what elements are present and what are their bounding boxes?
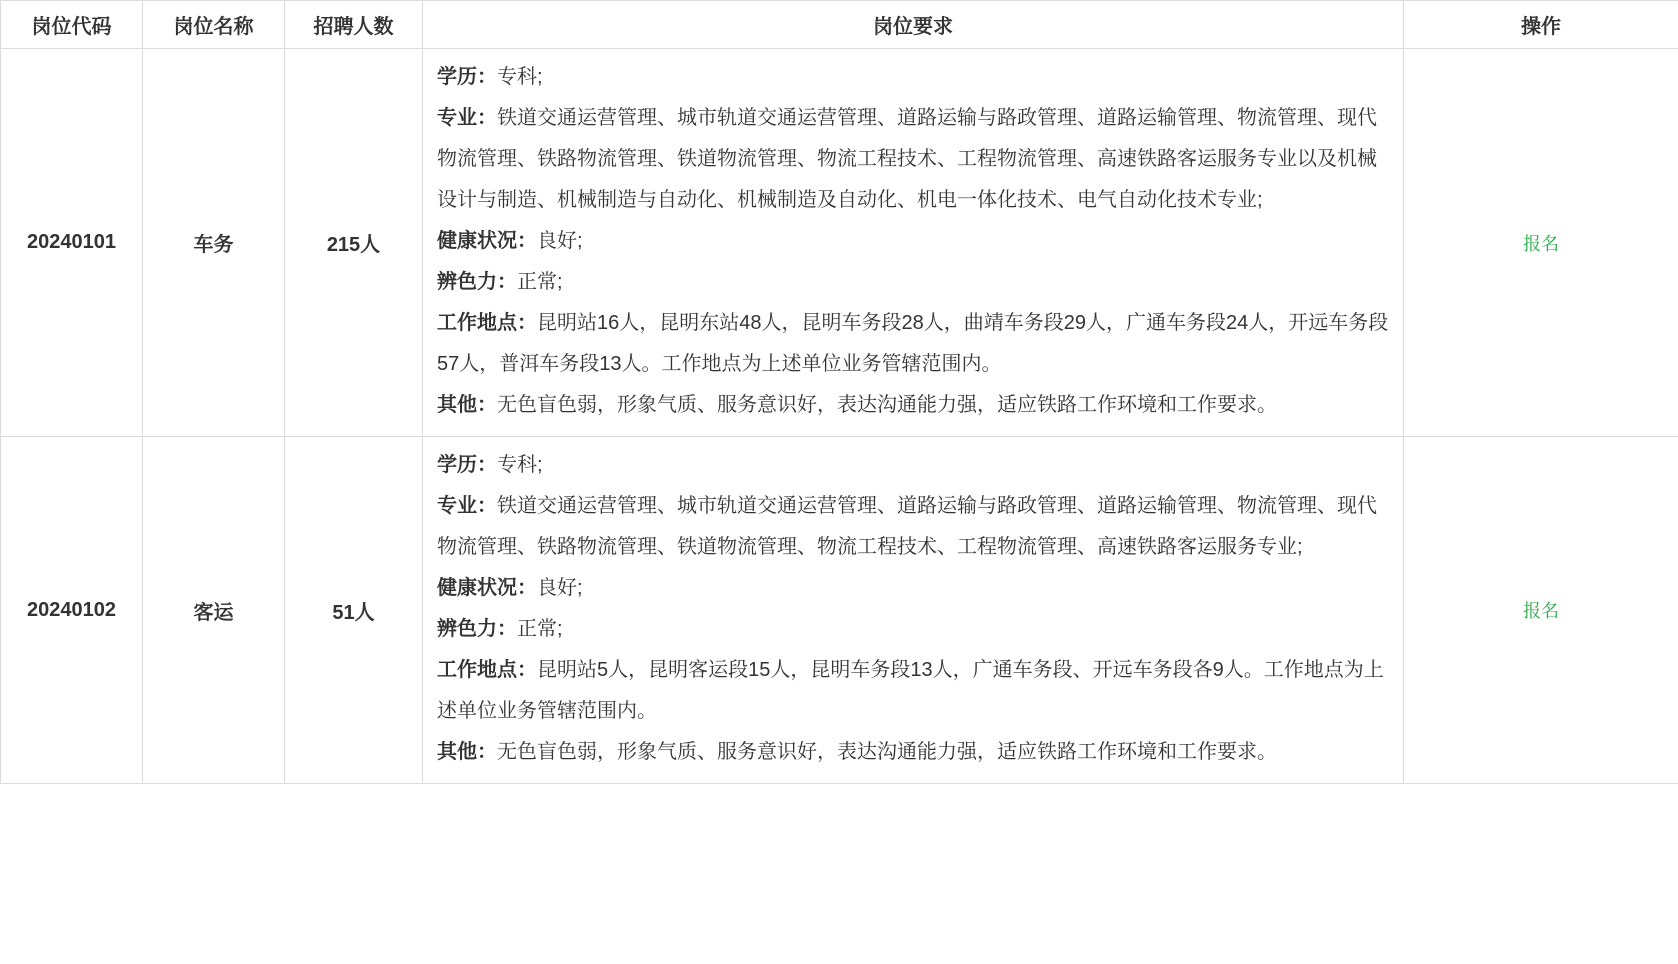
requirement-text: 正常; [517,618,563,640]
requirement-label: 专业： [437,107,497,129]
requirement-label: 辨色力： [437,271,517,293]
requirement-label: 健康状况： [437,577,537,599]
requirement-text: 无色盲色弱，形象气质、服务意识好，表达沟通能力强，适应铁路工作环境和工作要求。 [497,741,1277,763]
requirement-text: 良好; [537,230,583,252]
requirement-item [437,385,1389,426]
table-row [1,437,1678,784]
requirement-text: 昆明站5人，昆明客运段15人，昆明车务段13人，广通车务段、开远车务段各9人。工作地点为上述单位业务管辖范围内。 [437,659,1384,722]
requirement-label: 工作地点： [437,659,537,681]
requirement-text: 铁道交通运营管理、城市轨道交通运营管理、道路运输与路政管理、道路运输管理、物流管理、现代物流管理、铁路物流管理、铁道物流管理、物流工程技术、工程物流管理、高速铁路客运服务专业; [437,495,1377,558]
column-header-code: 岗位代码 [1,1,143,49]
requirement-label: 健康状况： [437,230,537,252]
requirement-label: 工作地点： [437,312,537,334]
requirement-text: 专科; [497,454,543,476]
requirement-item [437,262,1389,303]
requirement-text: 专科; [497,66,543,88]
job-requirements-cell [423,49,1404,437]
requirement-label: 其他： [437,741,497,763]
job-code-cell: 20240102 [1,437,143,784]
column-header-name: 岗位名称 [143,1,285,49]
action-cell [1404,49,1678,437]
table-row [1,49,1678,437]
column-header-requirements: 岗位要求 [423,1,1404,49]
requirement-item [437,445,1389,486]
requirement-item [437,221,1389,262]
requirement-text: 无色盲色弱，形象气质、服务意识好，表达沟通能力强，适应铁路工作环境和工作要求。 [497,394,1277,416]
requirement-text: 昆明站16人，昆明东站48人，昆明车务段28人，曲靖车务段29人，广通车务段24人，开远车务段57人，普洱车务段13人。工作地点为上述单位业务管辖范围内。 [437,312,1389,375]
requirement-label: 学历： [437,66,497,88]
requirement-text: 铁道交通运营管理、城市轨道交通运营管理、道路运输与路政管理、道路运输管理、物流管理、现代物流管理、铁路物流管理、铁道物流管理、物流工程技术、工程物流管理、高速铁路客运服务专业以及机械设计与制造、机械制造与自动化、机械制造及自动化、机电一体化技术、电气自动化技术专业; [437,107,1377,211]
requirement-label: 学历： [437,454,497,476]
column-header-action: 操作 [1404,1,1678,49]
requirement-label: 专业： [437,495,497,517]
apply-link[interactable]: 报名 [1523,233,1559,254]
action-cell [1404,437,1678,784]
recruit-count-cell: 215人 [285,49,423,437]
requirement-item [437,568,1389,609]
apply-link[interactable]: 报名 [1523,601,1559,621]
recruit-count-cell: 51人 [285,437,423,784]
table-header-row [1,1,1678,49]
requirement-item [437,98,1389,221]
job-name-cell: 车务 [143,49,285,437]
requirement-item [437,57,1389,98]
job-requirements-cell [423,437,1404,784]
requirement-text: 正常; [517,271,563,293]
requirement-label: 辨色力： [437,618,517,640]
requirement-text: 良好; [537,577,583,599]
job-name-cell: 客运 [143,437,285,784]
requirement-item [437,650,1389,732]
requirement-label: 其他： [437,394,497,416]
requirement-item [437,609,1389,650]
job-code-cell: 20240101 [1,49,143,437]
requirement-item [437,303,1389,385]
requirement-item [437,732,1389,773]
column-header-count: 招聘人数 [285,1,423,49]
requirement-item [437,486,1389,568]
